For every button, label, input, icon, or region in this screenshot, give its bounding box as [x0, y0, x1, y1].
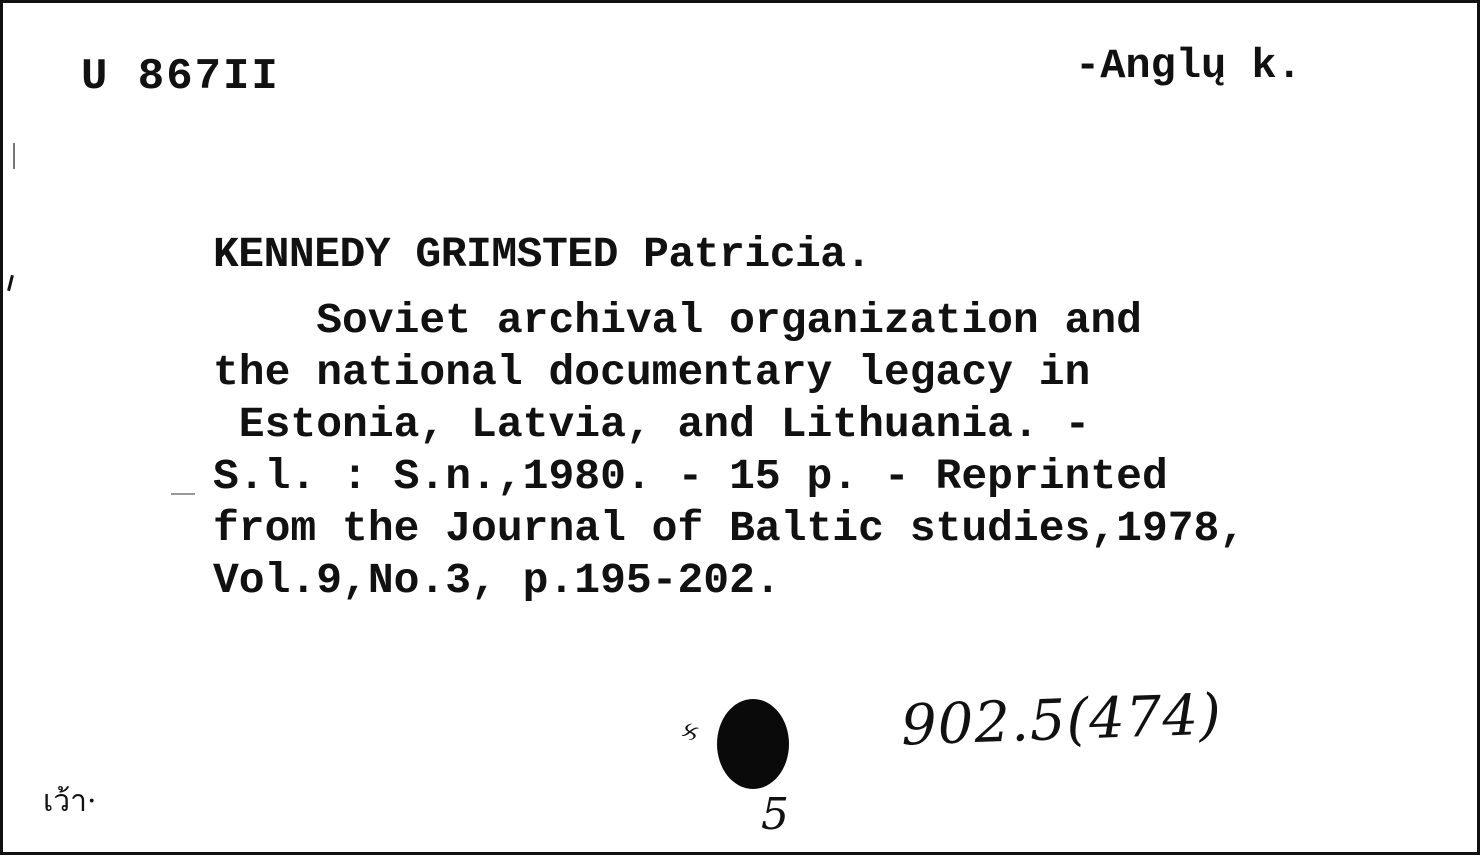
description-line: the national documentary legacy in: [213, 348, 1091, 397]
card-number: 5: [761, 789, 789, 840]
ink-stamp-dot: [717, 699, 789, 789]
classification-number: 902.5(474): [899, 682, 1223, 759]
description-line: Soviet archival organization and: [213, 296, 1142, 345]
description-line: S.l. : S.n.,1980. - 15 p. - Reprinted: [213, 452, 1168, 501]
shelfmark: U 867II: [81, 52, 280, 102]
edge-mark: [7, 275, 14, 291]
author-heading: KENNEDY GRIMSTED Patricia.: [213, 230, 871, 279]
description-line: Estonia, Latvia, and Lithuania. -: [213, 400, 1091, 449]
description-line: from the Journal of Baltic studies,1978,: [213, 504, 1246, 553]
bibliographic-entry: [213, 229, 1453, 607]
corner-note: เว้า·: [43, 784, 97, 819]
edge-tick: [13, 143, 15, 169]
language-note: -Anglų k.: [1075, 42, 1302, 90]
stamp-mark: ક: [681, 717, 700, 747]
description-line: Vol.9,No.3, p.195-202.: [213, 556, 781, 605]
ink-smudge: [171, 493, 195, 495]
